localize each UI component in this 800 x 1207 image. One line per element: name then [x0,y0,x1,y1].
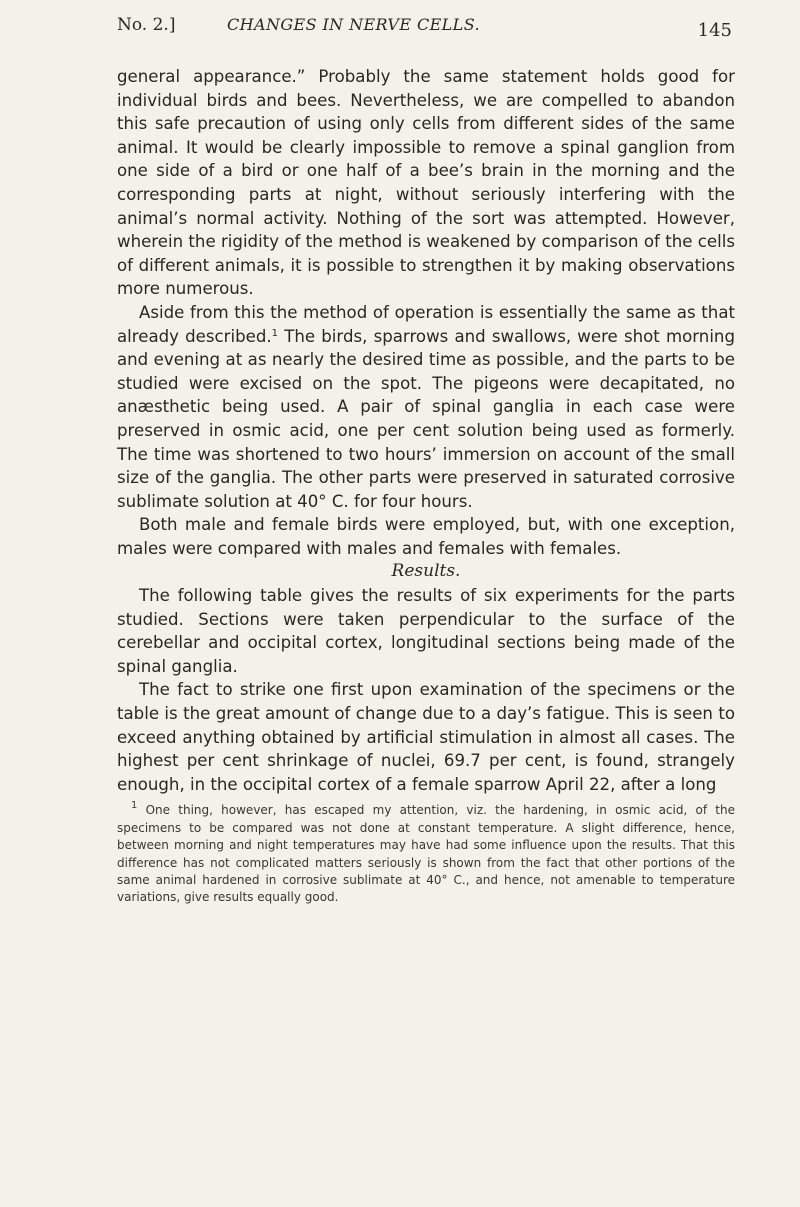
page-number: 145 [697,20,732,41]
footnote-mark: 1 [131,800,138,812]
paragraph: general appearance.” Probably the same statement holds good for individual birds and bees. Nevertheless, we are compelled to abandon this safe precaution of using only cells from different sides of the same animal. It would be clearly impossible to remove a spinal ganglion from one side of a bird or one half of a bee’s brain in the morning and the corresponding parts at night, without seriously interfering with the animal’s normal activity. Nothing of the sort was attempted. However, wherein the rigidity of the method is weakened by comparison of the cells of different animals, it is possible to strengthen it by making observations more numerous. [117,67,735,299]
footnote [117,802,735,906]
footnote-text: One thing, however, has escaped my attention, viz. the hardening, in osmic acid, of the specimens to be compared was not done at constant temperature. A slight difference, hence, between morning and night temperatures may have had some influence upon the results. That this difference has not complicated matters seriously is shown from the fact that other portions of the same animal hardened in corrosive sublimate at 40° C., and hence, not amenable to temperature variations, give results equally good. [117,803,735,905]
paragraph: The following table gives the results of six experiments for the parts studied. Sections were taken perpendicular to the surface of the cerebellar and occipital cortex, longitudinal sections being made of the spinal ganglia. [117,586,735,676]
issue-number: No. 2.] [117,15,176,35]
running-header [117,10,772,60]
page-body [117,65,735,907]
paragraph: Aside from this the method of operation is essentially the same as that already described.$^1$ The birds, sparrows and swallows, were shot morning and evening at as nearly the desired time as possible, and the parts to be studied were excised on the spot. The pigeons were decapitated, no anæsthetic being used. A pair of spinal ganglia in each case were preserved in osmic acid, one per cent solution being used as formerly. The time was shortened to two hours’ immersion on account of the small size of the ganglia. The other parts were preserved in saturated corrosive sublimate solution at 40° C. for four hours. [117,302,735,511]
footnote-reference: 1 [271,327,279,339]
section-heading: Results. [391,561,461,582]
paragraph: Both male and female birds were employed, but, with one exception, males were compared with males and females with females. [117,515,735,558]
running-title: CHANGES IN NERVE CELLS. [227,15,480,34]
paragraph: The fact to strike one first upon examination of the specimens or the table is the great amount of change due to a day’s fatigue. This is seen to exceed anything obtained by artificial stimulation in almost all cases. The highest per cent shrinkage of nuclei, 69.7 per cent, is found, strangely enough, in the occipital cortex of a female sparrow April 22, after a long [117,680,735,794]
